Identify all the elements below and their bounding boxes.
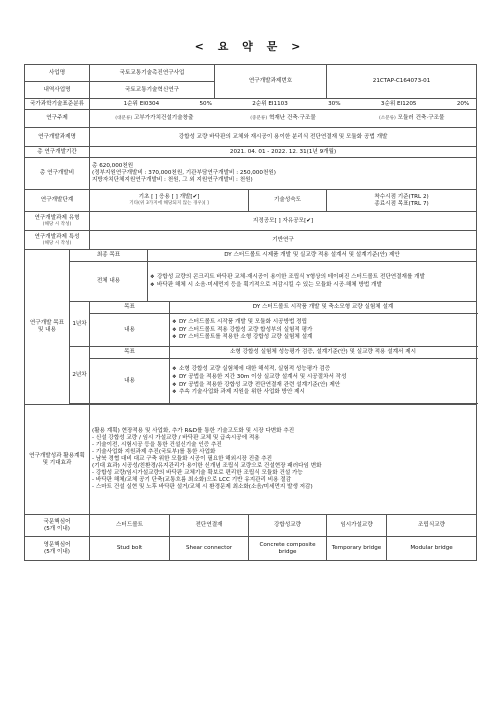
check-icon: ❖ [172,373,177,380]
period-value: 2021. 04. 01 - 2022. 12. 31(1년 9개월) [90,147,477,158]
year2-content-label: 내용 [90,359,170,404]
goals-section-label: 연구개발 목표 및 내용 [25,250,70,405]
budget-gov: (정부지원연구개발비 : 370,000천원, 기관부담연구개발비 : 250,000천원) [92,170,276,176]
task-feature-label: 연구개발과제 특성 (해당 시 작성) [25,231,90,250]
task-number-value: 21CTAP-C164073-01 [327,65,477,99]
overall-item: ❖ 바닥판 해체 시 소음·미세먼지 등을 획기적으로 저감시킬 수 있는 모듈화 시공·해체 방법 개발 [150,282,382,288]
class-3-pct: 20% [456,100,470,107]
stage-value: 기초 [ ] 응용 [ ] 개발[✔] 기타(위 3가지에 해당되지 않는 경우)[ ] [90,190,249,212]
page-title: < 요 약 문 > [194,40,306,53]
class-2-pct: 30% [328,100,341,107]
keyword-en: Concrete composite bridge [249,537,327,561]
effects-line: - 남북 경협 대비 대교 구축 위한 모듈화 시공이 필요한 해외시장 진출 추진 [92,456,273,462]
overall-content [148,262,477,302]
class-1-code: 1순위 EI0304 [123,100,160,107]
check-icon: ❖ [172,389,177,396]
effects-line: - 신설 강합성 교량 / 임시 가설교량 / 바닥판 교체 및 급속시공에 적용 [92,435,260,442]
effects-line: - 기술사업화 지원과제 추진(국토부)를 통한 사업화 [92,449,216,456]
overall-item: ❖ 강합성 교량의 콘크리트 바닥판 교체·재시공이 용이한 조립식 Y형상의 테이퍼진 스터드볼트 전단연결재를 개발 [150,274,425,281]
check-icon: ❖ [150,274,155,281]
task-type-label: 연구개발과제 유형 (해당 시 작성) [25,212,90,231]
year1-content [170,314,477,347]
class-3-code: 3순위 EI1205 [380,100,417,107]
task-number-label: 연구개발과제번호 [215,65,327,99]
task-type-value: 지정공모[ ] 자유공모[✔] [90,212,477,231]
year2-goal: 소형 강합성 실험체 성능평가 검증, 설계기준(안) 및 실교량 적용 설계서 제시 [170,347,477,359]
keyword-en: Modular bridge [387,537,477,561]
project-name-value: 국토교통기술촉진연구사업 [90,65,215,82]
class-1-pct: 50% [199,100,212,107]
year1-goal-label: 목표 [90,302,170,314]
effects-line: - 스마트 건설 실현 및 노후 바닥판 설거/교체 시 환경문제 최소화(소음/미세먼지 발생 저감) [92,483,313,490]
budget-value [90,158,477,190]
stage-label: 연구개발단계 [25,190,90,212]
final-goal-label: 최종 목표 [70,250,148,262]
classification-row [90,100,476,109]
check-icon: ❖ [172,326,177,333]
detail-project-value: 국토교통기술혁신연구 [90,82,215,99]
task-name-value: 강합성 교량 바닥판의 교체와 재시공이 용이한 분리식 전단연결재 및 모듈화 공법 개발 [90,128,477,147]
year1-label: 1년차 [70,302,90,347]
detail-project-label: 내역사업명 [25,82,90,99]
year1-item: ❖ DY 스터드볼트 적용 강합성 교량 합성부의 실험적 평가 [172,326,313,333]
year1-item: ❖ DY 스터드볼트를 적용한 소형 강합성 교량 실험체 설계 [172,334,313,341]
task-name-label: 연구개발과제명 [25,128,90,147]
year1-item: ❖ DY 스터드볼트 시작품 개발 및 모듈화 시공방법 정립 [172,318,307,325]
year2-label: 2년차 [70,347,90,404]
year2-item: ❖ 소형 강합성 교량 실험체에 대한 해석적, 실험적 성능평가 검증 [172,365,331,372]
check-icon: ❖ [172,365,177,372]
year1-goal: DY 스터드볼트 시작품 개발 및 축소모형 교량 실험체 설계 [170,302,477,314]
subject-minor: (소분류) 모듈러 건축·구조물 [378,115,445,121]
period-label: 총 연구개발기간 [25,147,90,158]
effects-line: (활용 계획) 현장적용 및 사업화, 추가 R&D를 통한 기술고도화 및 시장 다변화 추진 [92,428,295,435]
effects-line: (기대 효과) 시공성/친환경/유지관리가 용이한 신개념 조립식 교량으로 건설현장 패러다임 변화 [92,462,322,469]
keyword-en: Stud bolt [90,537,170,561]
task-feature-value: 기반연구 [90,231,477,250]
subject-label: 연구주제 [25,110,90,128]
year2-item: ❖ 추속 기술사업화 과제 지원을 위한 사업화 방안 제시 [172,389,305,396]
project-name-label: 사업명 [25,65,90,82]
budget-label: 총 연구개발비 [25,158,90,190]
budget-local: 지방자치단체지원연구개발비 : 천원, 그 외 지원연구개발비 : 천원) [92,176,253,183]
keyword-en: Temporary bridge [327,537,387,561]
year2-item: ❖ DY 공법을 적용한 강합성 교량 전단연결재 관련 설계기준(안) 제안 [172,381,341,388]
keywords-ko-label: 국문핵심어 (5개 이내) [25,515,90,537]
year2-item: ❖ DY 공법을 적용한 지간 30m 이상 실교량 설계서 및 시공절차서 작성 [172,373,347,380]
effects-line: - 기술이전, 시험시공 등을 통한 건설신기술 인증 추진 [92,442,222,449]
check-icon: ❖ [172,318,177,325]
subject-middle: (중분류) 혁재난 건축·구조물 [250,115,316,121]
keyword-ko: 스터드볼트 [90,515,170,537]
effects-line: - 바닥판 해체/교체 공기 단축(교통흐름 최소화)으로 LCC 기반 유지관리 비용 절감 [92,476,292,483]
year2-content [170,359,477,404]
subject-row [90,114,476,123]
check-icon: ❖ [172,334,177,341]
check-icon: ❖ [172,381,177,388]
keyword-ko: 전단연결재 [170,515,249,537]
final-goal-value: DY 스터드볼트 시제품 개발 및 실교량 적용 설계서 및 설계기준(안) 제안 [148,250,477,262]
effects-label: 연구개발성과 활용계획 및 기대효과 [25,405,90,515]
overall-content-label: 전체 내용 [70,262,148,302]
keyword-ko: 임시가설교량 [327,515,387,537]
keywords-en-label: 영문핵심어 (5개 이내) [25,537,90,561]
year2-goal-label: 목표 [90,347,170,359]
keyword-ko: 강합성교량 [249,515,327,537]
effects-content [90,405,477,515]
budget-total: 총 620,000천원 [92,163,134,170]
check-icon: ❖ [150,282,155,288]
tech-maturity-label: 기술성숙도 [249,190,327,212]
tech-maturity-value: 착수시점 기준(TRL 2) 종료시점 목표(TRL 7) [327,190,477,212]
class-2-code: 2순위 EI1103 [252,100,288,107]
keyword-ko: 조립식교량 [387,515,477,537]
summary-table [24,64,477,561]
classification-label: 국가과학기술표준분류 [25,99,90,110]
effects-line: - 강합성 교량/임시가설교량의 바닥판 교체기술 확보로 편리한 조립식 모듈화 건설 가능 [92,469,303,476]
year1-content-label: 내용 [90,314,170,347]
keyword-en: Shear connector [170,537,249,561]
subject-major: (대분류) 고부가가치건설기술창출 [115,115,194,121]
